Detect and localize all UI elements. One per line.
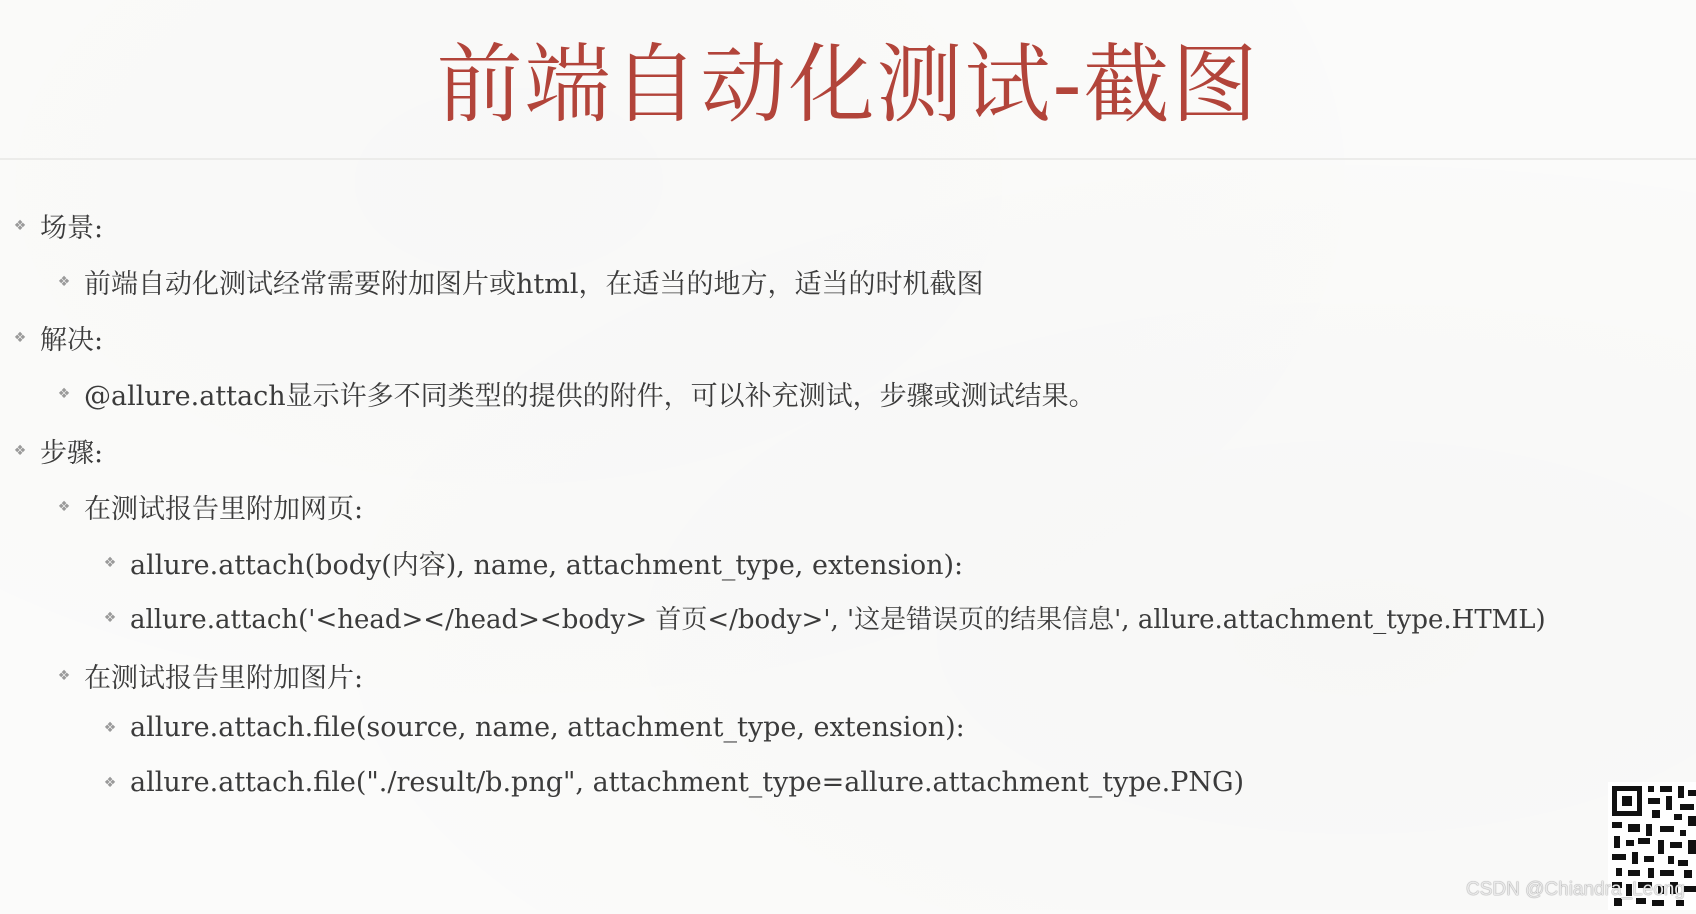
bullet-icon: ❖ xyxy=(57,667,71,684)
bullet-text: 解决: xyxy=(40,325,104,356)
bullet-text: 前端自动化测试经常需要附加图片或html，在适当的地方，适当的时机截图 xyxy=(84,269,984,300)
code-line-attach-signature xyxy=(102,543,963,582)
bullet-text: @allure.attach显示许多不同类型的提供的附件，可以补充测试，步骤或测试结果。 xyxy=(84,381,1096,412)
bullet-icon: ❖ xyxy=(13,442,27,459)
bullet-text: allure.attach(body(内容), name, attachment_type, extension): xyxy=(130,550,964,581)
bullet-icon: ❖ xyxy=(103,774,117,791)
bullet-text: 步骤: xyxy=(40,438,104,469)
bullet-text: allure.attach.file(source, name, attachment_type, extension): xyxy=(130,712,965,743)
bullet-icon: ❖ xyxy=(57,385,71,402)
bullet-item-solution xyxy=(12,318,103,357)
code-line-attach-file-signature xyxy=(102,712,965,743)
slide-header xyxy=(0,0,1696,160)
sub-bullet-attach-webpage xyxy=(56,487,363,526)
watermark-credit: CSDN @Chiandra_Leong xyxy=(1466,879,1685,900)
slide-title: 前端自动化测试-截图 xyxy=(436,35,1260,135)
bullet-text: allure.attach.file("./result/b.png", attachment_type=allure.attachment_type.PNG) xyxy=(130,767,1245,798)
title-divider xyxy=(0,158,1696,160)
bullet-text: allure.attach('<head></head><body> 首页</body>', '这是错误页的结果信息', allure.attachment_type.HTML) xyxy=(130,605,1546,635)
bullet-icon: ❖ xyxy=(57,273,71,290)
bullet-icon: ❖ xyxy=(57,498,71,515)
bullet-text: 在测试报告里附加网页: xyxy=(84,494,364,525)
sub-bullet-solution-detail xyxy=(56,374,1096,413)
bullet-text: 在测试报告里附加图片: xyxy=(84,663,364,694)
bullet-icon: ❖ xyxy=(103,554,117,571)
bullet-item-scenario xyxy=(12,206,103,245)
bullet-icon: ❖ xyxy=(13,329,27,346)
bullet-text: 场景: xyxy=(40,213,104,244)
bullet-icon: ❖ xyxy=(103,719,117,736)
code-line-attach-html-example xyxy=(102,599,1546,636)
code-line-attach-file-example xyxy=(102,767,1244,798)
bullet-icon: ❖ xyxy=(103,609,117,626)
bullet-icon: ❖ xyxy=(13,217,27,234)
sub-bullet-scenario-detail xyxy=(56,262,983,301)
sub-bullet-attach-image xyxy=(56,656,363,695)
bullet-item-steps xyxy=(12,431,103,470)
